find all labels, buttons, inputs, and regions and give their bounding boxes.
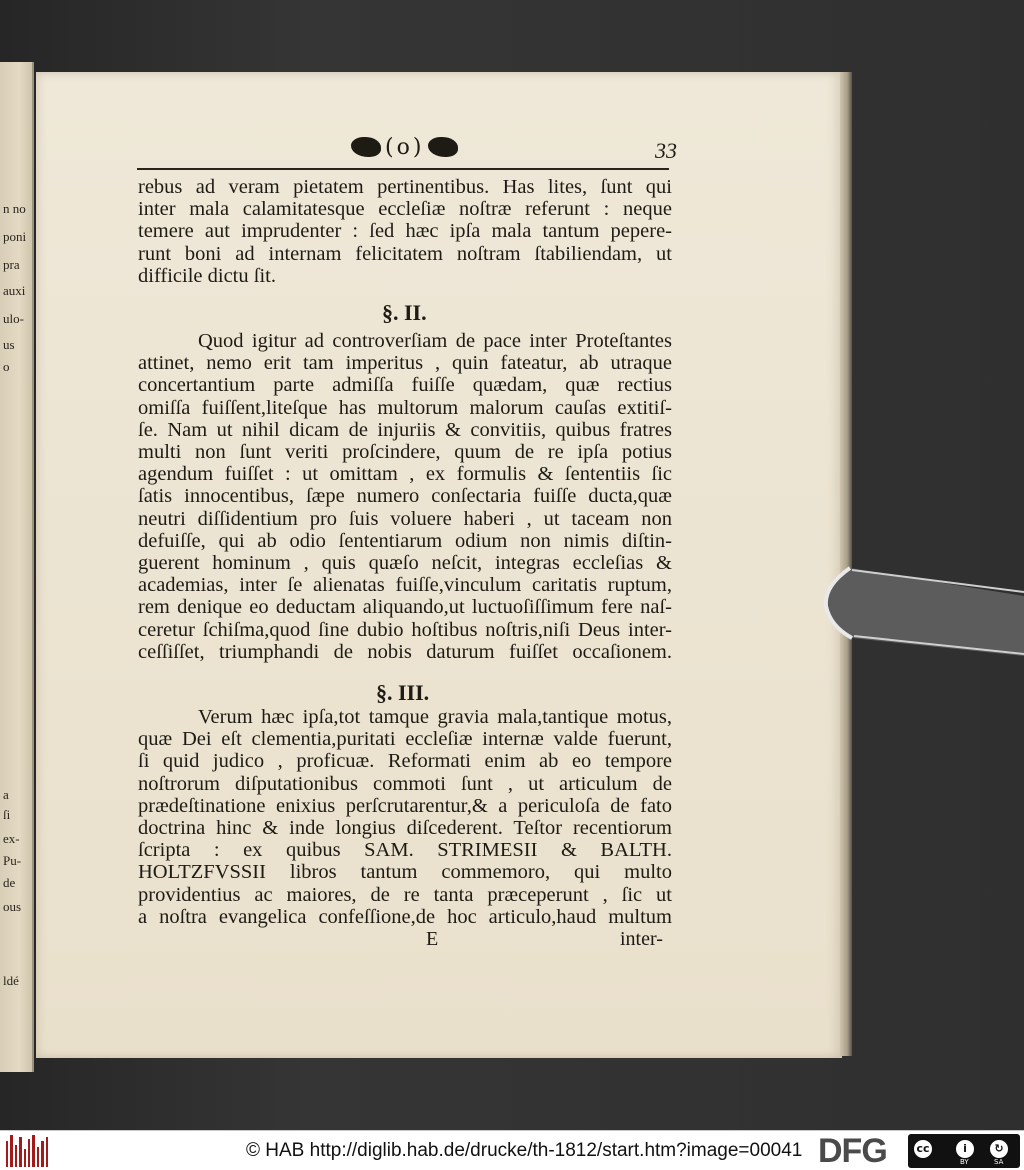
text-line: ſe. Nam ut nihil dicam de injuriis & convitiis, quibus fratres bbox=[138, 418, 672, 441]
left-fragment: Pu- bbox=[3, 853, 22, 868]
text-line: Quod igitur ad controverſiam de pace inter Proteſtantes bbox=[198, 330, 672, 352]
text-line: rebus ad veram pietatem pertinentibus. Has lites, ſunt qui bbox=[138, 176, 672, 198]
left-fragment: poni bbox=[3, 229, 27, 244]
left-fragment: ulo- bbox=[3, 311, 24, 326]
left-fragment: ous bbox=[3, 899, 22, 914]
text-line: runt boni ad internam felicitatem noſtram ſtabiliendam, ut bbox=[138, 242, 672, 265]
page-number: 33 bbox=[655, 138, 677, 163]
cc-by-label: BY bbox=[960, 1158, 969, 1166]
dfg-logo[interactable]: DFG bbox=[818, 1132, 887, 1170]
text-line: attinet, nemo erit tam imperitus , quin fateatur, ab utraque bbox=[138, 352, 672, 375]
ornament-right-icon bbox=[428, 137, 458, 157]
text-line: prædeſtinatione enixius perſcrutarentur,& a periculoſa de fato bbox=[138, 794, 672, 817]
left-fragment: auxi bbox=[3, 283, 26, 298]
text-line: defuiſſe, qui ab odio ſententiarum odium non nimis diſtin- bbox=[138, 529, 672, 552]
text-line: noſtrorum diſputationibus commoti ſunt , ut articulum de bbox=[138, 772, 672, 795]
page-clip bbox=[820, 556, 1024, 656]
text-line: inter mala calamitatesque eccleſiæ noſtræ referunt : neque bbox=[138, 198, 672, 221]
ornament-left-icon bbox=[351, 137, 381, 157]
left-fragment: pra bbox=[3, 257, 20, 272]
text-line: ſcripta : ex quibus SAM. STRIMESII & BALTH. bbox=[138, 839, 672, 862]
text-line: concertantium parte admiſſa fuiſſe quædam, quæ rectius bbox=[138, 374, 672, 397]
left-fragment: ldé bbox=[3, 973, 19, 988]
left-fragment: a bbox=[3, 787, 9, 802]
text-line: guerent hominum , quis quæſo neſcit, integras eccleſias & bbox=[138, 552, 672, 575]
copyright-url-link[interactable]: © HAB http://diglib.hab.de/drucke/th-1812/start.htm?image=00041 bbox=[246, 1140, 803, 1161]
sharealike-icon: ↻ bbox=[988, 1138, 1010, 1160]
left-fragment: de bbox=[3, 875, 16, 890]
text-line: ceretur ſchiſma,quod ſine dubio hoſtibus noſtris,niſi Deus inter- bbox=[138, 618, 672, 641]
cc-sa-label: SA bbox=[994, 1158, 1004, 1166]
text-line: quæ Dei eſt clementia,puritati eccleſiæ internæ valde fuerunt, bbox=[138, 728, 672, 751]
left-page-edge bbox=[0, 62, 34, 1072]
text-line: a noſtra evangelica confeſſione,de hoc articulo,haud multum bbox=[138, 905, 672, 928]
catchword: inter- bbox=[620, 928, 663, 950]
text-line: academias, inter ſe alienatas fuiſſe,vinculum caritatis ruptum, bbox=[138, 574, 672, 597]
running-header bbox=[137, 132, 677, 172]
left-fragment: o bbox=[3, 359, 10, 374]
text-line: Verum hæc ipſa,tot tamque gravia mala,tantique motus, bbox=[198, 706, 672, 728]
cc-icon: cc bbox=[912, 1138, 934, 1160]
attribution-icon: i bbox=[954, 1138, 976, 1160]
section-2-heading: §. II. bbox=[382, 300, 427, 325]
text-line: multi non ſunt veriti proſcindere, quum de re ipſa potius bbox=[138, 441, 672, 464]
viewer-footer bbox=[0, 1130, 1024, 1170]
signature-mark: E bbox=[426, 928, 439, 950]
section-3-paragraph bbox=[138, 706, 672, 928]
text-line: ſatis innocentibus, ſæpe numero conſectaria fuiſſe ducta,quæ bbox=[138, 485, 672, 508]
left-fragment: ex- bbox=[3, 831, 20, 846]
text-line: providentius ac maiores, de re tanta præceperunt , ſic ut bbox=[138, 883, 672, 906]
text-line: omiſſa fuiſſent,liteſque has multorum malorum cauſas extitiſ- bbox=[138, 396, 672, 419]
ornament-center: (o) bbox=[385, 134, 425, 160]
left-fragment: us bbox=[3, 337, 15, 352]
text-line: doctrina hinc & inde longius diſcederent. Teſtor recentiorum bbox=[138, 817, 672, 840]
text-line: neutri diſſidentium pro ſuis voluere haberi , ut taceam non bbox=[138, 507, 672, 530]
barcode-icon bbox=[6, 1135, 48, 1167]
cc-license-badge[interactable] bbox=[908, 1134, 1020, 1168]
section-3-heading: §. III. bbox=[376, 680, 430, 705]
text-line: agendum fuiſſet : ut omittam , ex formulis & ſententiis ſic bbox=[138, 463, 672, 486]
text-line: HOLTZFVSSII libros tantum commemoro, qui multo bbox=[138, 861, 672, 884]
header-rule bbox=[137, 168, 669, 170]
text-line: ceſſiſſet, triumphandi de nobis daturum fuiſſet occaſionem. bbox=[138, 640, 672, 663]
left-fragment: ſi bbox=[3, 807, 11, 822]
header-ornament bbox=[351, 134, 458, 160]
left-fragment: n no bbox=[3, 201, 26, 216]
intro-paragraph bbox=[138, 176, 672, 287]
section-2-paragraph bbox=[138, 330, 672, 663]
text-line: ſi quid judico , proficuæ. Reformati enim ab eo tempore bbox=[138, 750, 672, 773]
text-line: rem denique eo deductam aliquando,ut luctuoſiſſimum fere naſ- bbox=[138, 596, 672, 619]
text-line: temere aut imprudenter : ſed hæc ipſa mala tantum pepere- bbox=[138, 220, 672, 243]
text-line: difficile dictu ſit. bbox=[138, 264, 276, 287]
